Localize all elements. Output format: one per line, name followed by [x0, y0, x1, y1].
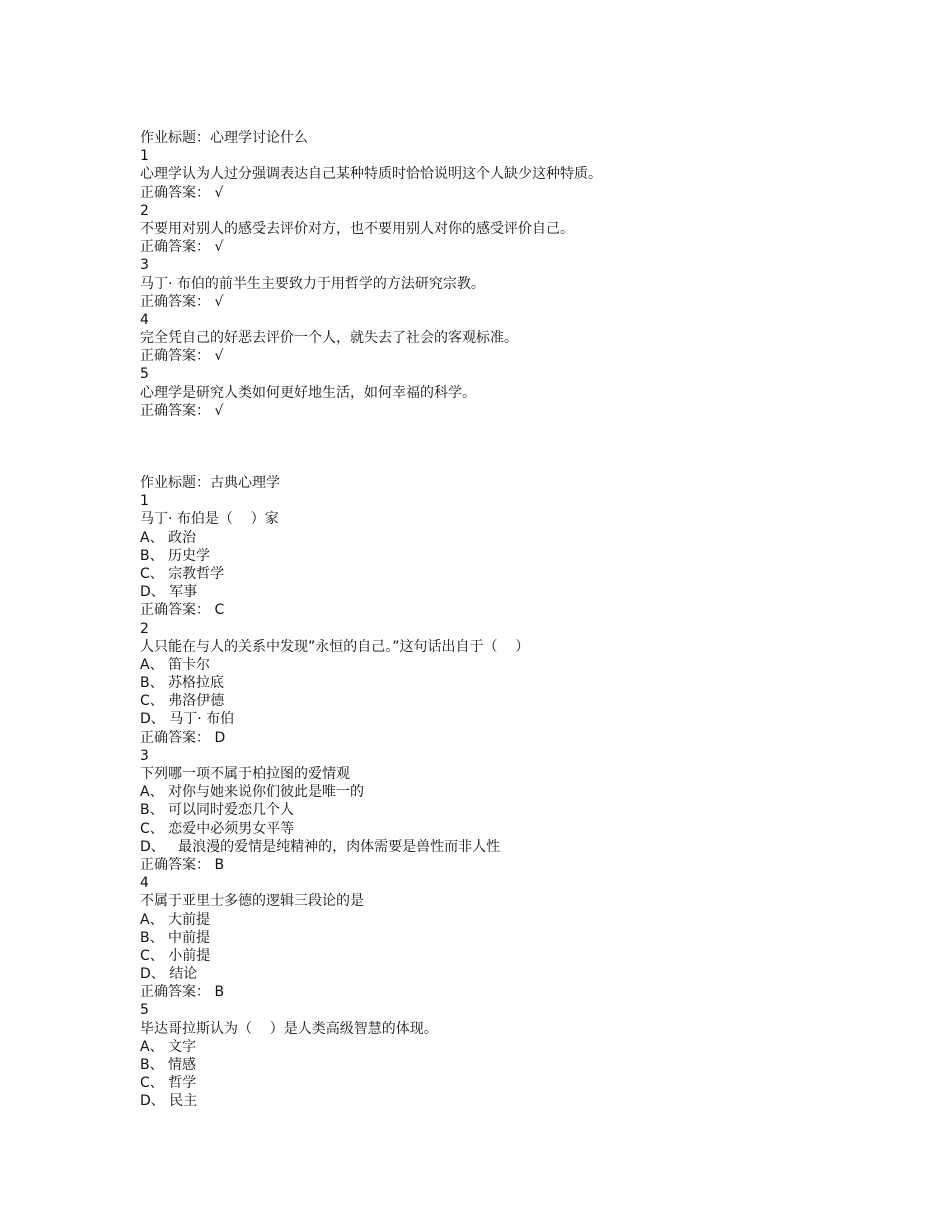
answer-option: A、 文字 [140, 1038, 197, 1055]
answer-option: B、 情感 [140, 1057, 197, 1073]
answer-option: B、 苏格拉底 [140, 675, 225, 692]
answer-option: B、 历史学 [140, 547, 211, 564]
correct-answer: 正确答案： D [140, 729, 226, 746]
answer-option: D、 军事 [140, 584, 198, 601]
correct-answer: 正确答案： √ [140, 348, 224, 365]
answer-option: A、 对你与她来说你们彼此是唯一的 [140, 784, 365, 801]
correct-answer: 正确答案： √ [140, 184, 224, 201]
correct-answer: 正确答案： √ [140, 402, 224, 419]
question-text: 毕达哥拉斯认为（ ）是人类高级智慧的体现。 [140, 1020, 438, 1037]
answer-option: C、 弗洛伊德 [140, 693, 225, 710]
answer-option: A、 笛卡尔 [140, 656, 211, 673]
question-text: 完全凭自己的好恶去评价一个人，就失去了社会的客观标准。 [140, 330, 518, 347]
assignment-section-2 [140, 474, 529, 1111]
question-text: 人只能在与人的关系中发现”永恒的自己。”这句话出自于（ ） [140, 638, 530, 655]
question-number: 1 [140, 493, 149, 510]
question-text: 不要用对别人的感受去评价对方，也不要用别人对你的感受评价自己。 [140, 220, 574, 237]
question-number: 3 [140, 747, 149, 764]
question-text: 不属于亚里士多德的逻辑三段论的是 [140, 893, 364, 910]
question-text: 马丁· 布伯是（ ）家 [140, 511, 279, 528]
correct-answer: 正确答案： √ [140, 239, 224, 256]
answer-option: C、 恋爱中必须男女平等 [140, 820, 295, 837]
assignment-title: 作业标题：古典心理学 [140, 475, 280, 491]
answer-option: C、 哲学 [140, 1075, 197, 1092]
correct-answer: 正确答案： B [140, 856, 225, 873]
assignment-title: 作业标题：心理学讨论什么 [140, 130, 308, 146]
answer-option: D、 结论 [140, 966, 198, 983]
correct-answer: 正确答案： C [140, 602, 225, 619]
answer-option: D、 马丁· 布伯 [140, 711, 235, 728]
question-number: 1 [140, 148, 149, 165]
answer-option: D、 民主 [140, 1093, 198, 1110]
question-text: 下列哪一项不属于柏拉图的爱情观 [140, 766, 350, 782]
answer-option: A、 政治 [140, 529, 197, 546]
answer-option: B、 可以同时爱恋几个人 [140, 802, 295, 819]
answer-option: B、 中前提 [140, 929, 211, 946]
assignment-section-1 [140, 129, 602, 420]
question-number: 3 [140, 257, 149, 274]
question-number: 4 [140, 311, 149, 328]
question-text: 心理学是研究人类如何更好地生活，如何幸福的科学。 [140, 384, 476, 401]
answer-option: C、 宗教哲学 [140, 565, 225, 582]
question-number: 2 [140, 620, 149, 637]
correct-answer: 正确答案： √ [140, 293, 224, 310]
answer-option: D、 最浪漫的爱情是纯精神的，肉体需要是兽性而非人性 [140, 838, 501, 855]
answer-option: A、 大前提 [140, 911, 211, 928]
question-number: 4 [140, 875, 149, 892]
question-text: 心理学认为人过分强调表达自己某种特质时恰恰说明这个人缺少这种特质。 [140, 166, 602, 183]
correct-answer: 正确答案： B [140, 984, 225, 1001]
question-text: 马丁· 布伯的前半生主要致力于用哲学的方法研究宗教。 [140, 275, 485, 292]
question-number: 5 [140, 366, 149, 383]
question-number: 5 [140, 1002, 149, 1019]
answer-option: C、 小前提 [140, 947, 211, 964]
question-number: 2 [140, 202, 149, 219]
